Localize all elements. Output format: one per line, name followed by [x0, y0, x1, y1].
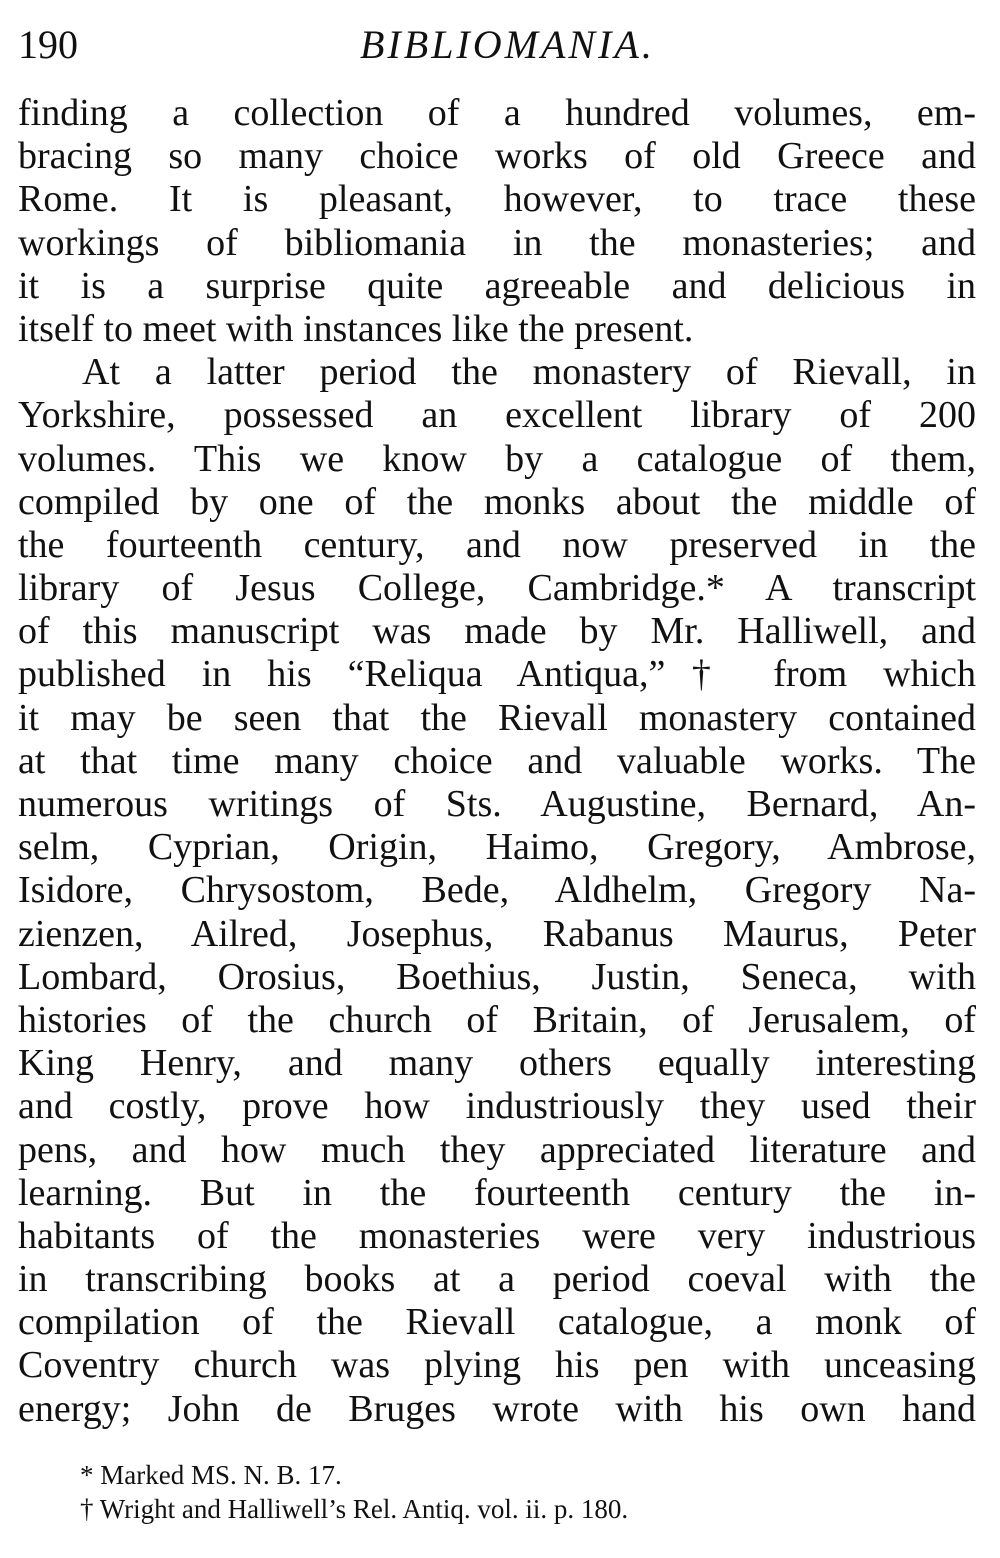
text-line: Rome. It is pleasant, however, to trace these	[18, 178, 976, 221]
text-line: Isidore, Chrysostom, Bede, Aldhelm, Gregory Na-	[18, 869, 976, 912]
text-line: published in his “Reliqua Antiqua,”† from which	[18, 653, 976, 696]
text-line: the fourteenth century, and now preserved in the	[18, 523, 976, 566]
text-line: workings of bibliomania in the monasteries; and	[18, 221, 976, 264]
text-line: it may be seen that the Rievall monastery contained	[18, 696, 976, 739]
text-line: volumes. This we know by a catalogue of them,	[18, 437, 976, 480]
page-number: 190	[18, 22, 78, 67]
text-line: compiled by one of the monks about the middle of	[18, 480, 976, 523]
text-line: compilation of the Rievall catalogue, a monk of	[18, 1301, 976, 1344]
footnotes	[18, 1458, 976, 1526]
footnote-asterisk: * Marked MS. N. B. 17.	[80, 1460, 342, 1490]
body-text	[18, 92, 976, 1431]
text-line: bracing so many choice works of old Greece and	[18, 135, 976, 178]
running-title: BIBLIOMANIA.	[360, 22, 655, 67]
text-line: library of Jesus College, Cambridge.* A transcript	[18, 567, 976, 610]
text-line: Coventry church was plying his pen with unceasing	[18, 1344, 976, 1387]
text-line: histories of the church of Britain, of Jerusalem, of	[18, 998, 976, 1041]
text-line: in transcribing books at a period coeval with the	[18, 1258, 976, 1301]
text-line: pens, and how much they appreciated literature and	[18, 1128, 976, 1171]
footnote-dagger: † Wright and Halliwell’s Rel. Antiq. vol. ii. p. 180.	[80, 1494, 629, 1524]
running-head	[18, 20, 978, 70]
paragraph-end-line: itself to meet with instances like the present.	[18, 307, 694, 350]
text-line: zienzen, Ailred, Josephus, Rabanus Maurus, Peter	[18, 912, 976, 955]
text-line: habitants of the monasteries were very industrious	[18, 1214, 976, 1257]
text-line: Yorkshire, possessed an excellent library of 200	[18, 394, 976, 437]
text-line: it is a surprise quite agreeable and delicious in	[18, 264, 976, 307]
paragraph-start-line: At a latter period the monastery of Rievall, in	[82, 351, 976, 394]
text-line: energy; John de Bruges wrote with his own hand	[18, 1387, 976, 1430]
text-line: learning. But in the fourteenth century the in-	[18, 1171, 976, 1214]
text-line: King Henry, and many others equally interesting	[18, 1042, 976, 1085]
text-line: at that time many choice and valuable works. The	[18, 739, 976, 782]
text-line: numerous writings of Sts. Augustine, Bernard, An-	[18, 783, 976, 825]
text-line: and costly, prove how industriously they used their	[18, 1085, 976, 1128]
text-line: finding a collection of a hundred volumes, em-	[18, 92, 976, 134]
text-line: selm, Cyprian, Origin, Haimo, Gregory, Ambrose,	[18, 826, 976, 869]
text-line: Lombard, Orosius, Boethius, Justin, Seneca, with	[18, 955, 976, 998]
text-line: of this manuscript was made by Mr. Halliwell, and	[18, 610, 976, 653]
